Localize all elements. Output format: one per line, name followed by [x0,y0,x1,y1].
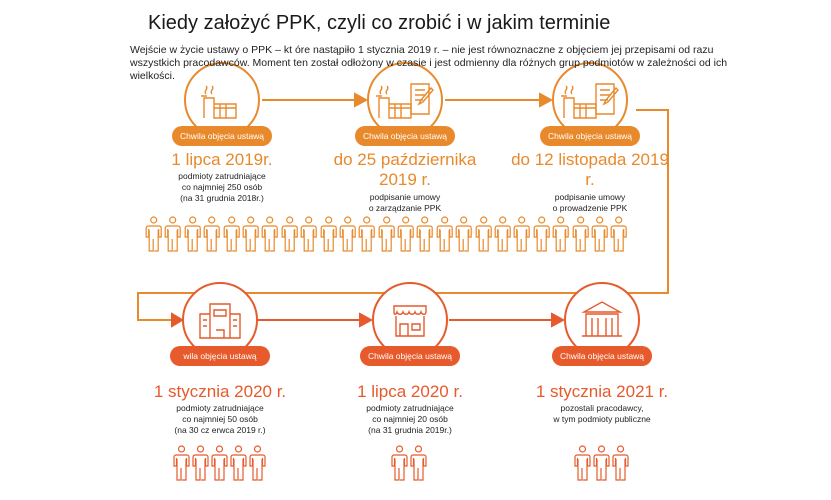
step-description [122,171,322,204]
person-icon [552,216,569,252]
person-icon [416,216,433,252]
person-icon [249,445,266,481]
step-pill: Chwila objęcia ustawą [552,346,652,366]
person-icon [513,216,530,252]
person-icon [184,216,201,252]
person-icon [358,216,375,252]
step-pill: Chwila objęcia ustawą [360,346,460,366]
person-icon [455,216,472,252]
person-icon [533,216,550,252]
step-pill: wila objęcia ustawą [170,346,270,366]
person-icon [173,445,190,481]
person-icon [572,216,589,252]
step-description-line: podpisanie umowy [554,192,626,202]
step-pill: Chwila objęcia ustawą [540,126,640,146]
intro-paragraph: Wejście w życie ustawy o PPK – kt óre nastąpiło 1 stycznia 2019 r. – nie jest równoznaczne z objęciem jej przepisami od razu wszystkich pracodawców. Moment ten został odłożony w czasie i jest odmienny dla różnych grup podmiotów w zależności od ich wielkości. [130,44,728,82]
step-date: do 12 listopada 2019 r. [511,150,669,189]
person-icon [574,445,591,481]
step-pill: Chwila objęcia ustawą [172,126,272,146]
person-icon [391,445,408,481]
arrow-head [355,94,366,106]
step-description-line: podmioty zatrudniające [178,171,266,181]
step-description [305,192,505,214]
step-description-line: podpisanie umowy [369,192,441,202]
person-icon [591,216,608,252]
step-description-line: podmioty zatrudniające [366,403,454,413]
person-icon [397,216,414,252]
person-icon [164,216,181,252]
step-description-line: co najmniej 250 osób [181,182,263,192]
step-date: 1 lipca 2019r. [171,150,273,169]
person-icon [300,216,317,252]
arrow-head [552,314,563,326]
person-icon [242,216,259,252]
step-description-line: (na 30 cz erwca 2019 r.) [174,425,266,435]
person-icon [339,216,356,252]
step-description-line: o zarządzanie PPK [368,203,442,213]
person-icon [261,216,278,252]
person-icon [223,216,240,252]
page-title: Kiedy założyć PPK, czyli co zrobić i w jakim terminie [148,12,611,34]
person-icon [203,216,220,252]
arrow-head [172,314,182,326]
person-icon [494,216,511,252]
step-description [120,403,320,436]
arrow-head [360,314,371,326]
step-description [310,403,510,436]
people-group [173,445,266,481]
step-date: do 25 października 2019 r. [333,150,477,189]
person-icon [378,216,395,252]
step-description-line: w tym podmioty publiczne [553,414,651,424]
person-icon [145,216,162,252]
people-group [574,445,629,481]
person-icon [320,216,337,252]
person-icon [612,445,629,481]
step-date: 1 stycznia 2021 r. [535,382,669,401]
step-description-line: o prowadzenie PPK [552,203,628,213]
step-description [490,192,690,214]
step-date: 1 lipca 2020 r. [357,382,463,401]
people-group [391,445,427,481]
person-icon [593,445,610,481]
person-icon [192,445,209,481]
step-description-line: co najmniej 20 osób [372,414,448,424]
person-icon [475,216,492,252]
arrow-head [540,94,551,106]
step-description-line: (na 31 grudnia 2019r.) [368,425,452,435]
person-icon [230,445,247,481]
people-row-large [145,216,628,252]
step-pill: Chwila objęcia ustawą [355,126,455,146]
person-icon [610,216,627,252]
person-icon [211,445,228,481]
person-icon [281,216,298,252]
step-description [502,403,702,425]
person-icon [410,445,427,481]
step-description-line: pozostali pracodawcy, [560,403,644,413]
person-icon [436,216,453,252]
step-description-line: (na 31 grudnia 2018r.) [180,193,264,203]
step-description-line: podmioty zatrudniające [176,403,264,413]
step-description-line: co najmniej 50 osób [182,414,258,424]
step-date: 1 stycznia 2020 r. [153,382,287,401]
